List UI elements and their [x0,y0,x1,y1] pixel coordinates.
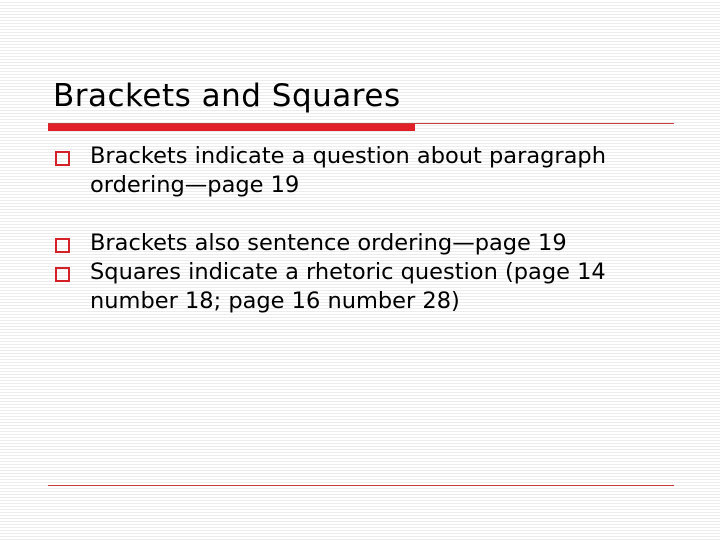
footer-divider-line [48,485,674,486]
hollow-square-bullet-icon [55,267,70,282]
bullet-item [53,229,693,258]
bullet-text: Squares indicate a rhetoric question (page 14 number 18; page 16 number 28) [90,259,606,314]
bullet-text: Brackets indicate a question about paragraph ordering—page 19 [90,143,606,198]
paragraph-spacer [53,200,693,229]
title-accent-bar [48,124,415,131]
bullet-item [53,142,693,200]
hollow-square-bullet-icon [55,151,70,166]
bullet-text: Brackets also sentence ordering—page 19 [90,230,567,256]
slide-title: Brackets and Squares [53,78,401,114]
bullet-list [53,142,693,316]
bullet-item [53,258,693,316]
hollow-square-bullet-icon [55,238,70,253]
